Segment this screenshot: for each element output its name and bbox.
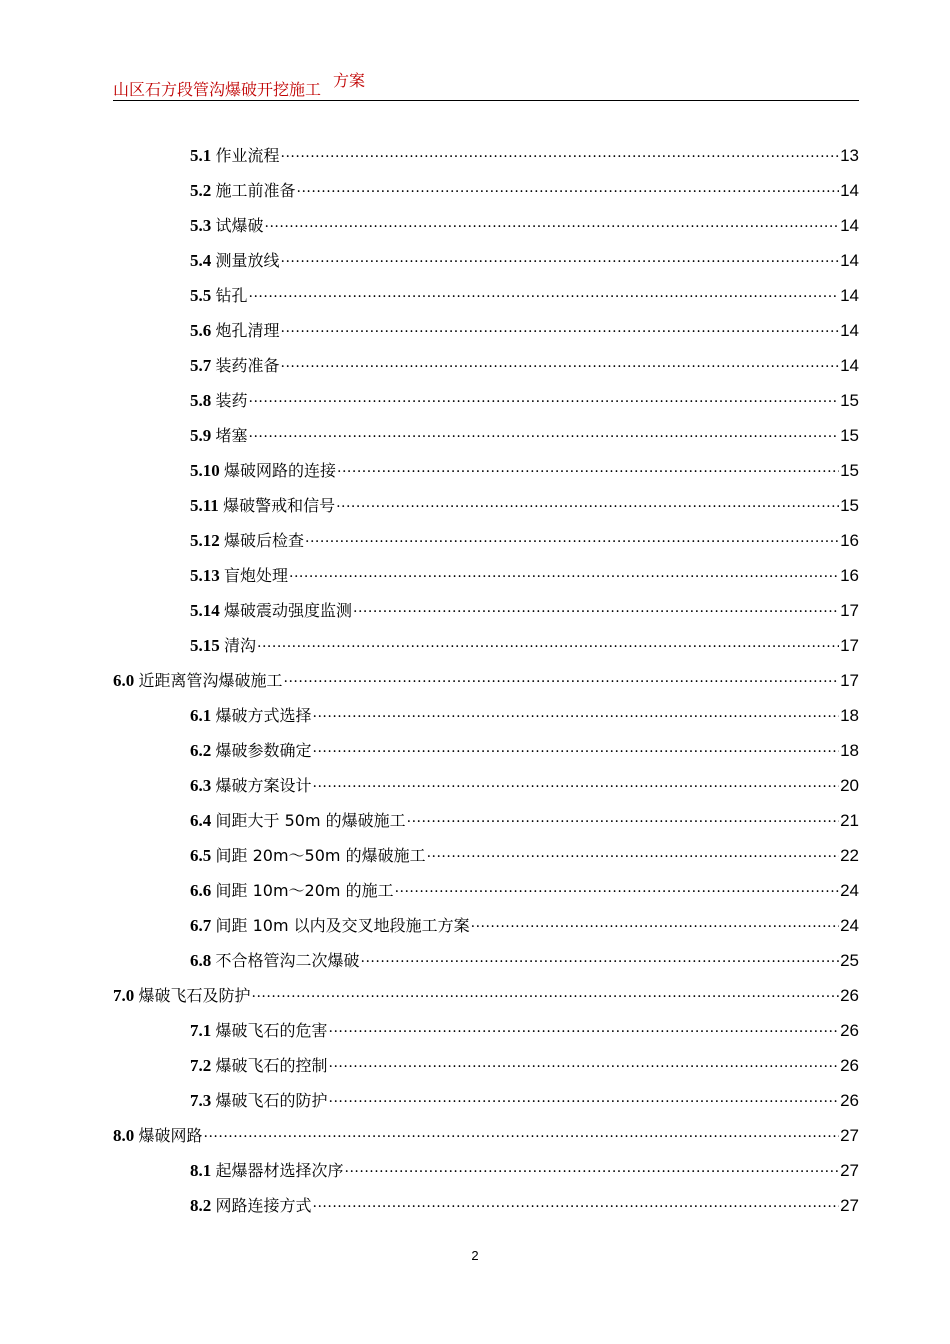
- toc-dot-leader: [336, 492, 839, 513]
- toc-entry[interactable]: [113, 271, 859, 306]
- toc-dot-leader: [249, 422, 840, 443]
- toc-entry-number: 5.15: [190, 636, 224, 655]
- toc-entry[interactable]: [113, 1006, 859, 1041]
- table-of-contents: [113, 131, 859, 1216]
- toc-entry-title: 不合格管沟二次爆破: [215, 951, 360, 970]
- toc-entry-title: 装药准备: [215, 356, 280, 375]
- toc-entry-page: 15: [840, 461, 859, 480]
- toc-entry[interactable]: [113, 796, 859, 831]
- toc-dot-leader: [329, 1017, 840, 1038]
- toc-entry[interactable]: [113, 411, 859, 446]
- toc-entry[interactable]: [113, 166, 859, 201]
- toc-entry-number: 6.5: [190, 846, 216, 865]
- header-title-suffix: 方案: [333, 71, 366, 90]
- toc-entry-title: 起爆器材选择次序: [215, 1161, 344, 1180]
- toc-entry[interactable]: [113, 1146, 859, 1181]
- toc-entry[interactable]: [113, 306, 859, 341]
- toc-entry-number: 7.2: [190, 1056, 216, 1075]
- toc-dot-leader: [265, 212, 840, 233]
- toc-dot-leader: [281, 317, 840, 338]
- toc-dot-leader: [281, 142, 840, 163]
- toc-entry-title: 爆破飞石及防护: [138, 986, 251, 1005]
- toc-entry-number: 5.12: [190, 531, 224, 550]
- toc-entry-title: 炮孔清理: [215, 321, 280, 340]
- toc-entry-page: 15: [840, 426, 859, 445]
- toc-entry-number: 8.1: [190, 1161, 216, 1180]
- toc-entry-title: 近距离管沟爆破施工: [138, 671, 283, 690]
- toc-entry-page: 21: [840, 811, 859, 830]
- toc-dot-leader: [313, 772, 840, 793]
- toc-dot-leader: [249, 282, 840, 303]
- toc-entry-page: 14: [840, 181, 859, 200]
- toc-entry[interactable]: [113, 1111, 859, 1146]
- toc-entry-title: 爆破震动强度监测: [224, 601, 353, 620]
- toc-dot-leader: [204, 1122, 840, 1143]
- toc-entry[interactable]: [113, 1076, 859, 1111]
- toc-entry-title: 堵塞: [215, 426, 248, 445]
- toc-entry-title: 施工前准备: [215, 181, 296, 200]
- toc-entry-page: 14: [840, 286, 859, 305]
- toc-entry-title: 钻孔: [215, 286, 248, 305]
- toc-entry-number: 7.1: [190, 1021, 216, 1040]
- toc-entry[interactable]: [113, 516, 859, 551]
- toc-entry-title: 盲炮处理: [224, 566, 289, 585]
- toc-entry[interactable]: [113, 761, 859, 796]
- toc-entry-page: 14: [840, 321, 859, 340]
- toc-entry-page: 18: [840, 706, 859, 725]
- toc-entry[interactable]: [113, 656, 859, 691]
- toc-entry[interactable]: [113, 341, 859, 376]
- toc-entry-title: 测量放线: [215, 251, 280, 270]
- toc-entry-page: 15: [840, 391, 859, 410]
- toc-entry-number: 5.4: [190, 251, 216, 270]
- toc-entry[interactable]: [113, 446, 859, 481]
- toc-entry-number: 6.3: [190, 776, 216, 795]
- toc-dot-leader: [337, 457, 839, 478]
- toc-entry[interactable]: [113, 481, 859, 516]
- toc-entry-page: 20: [840, 776, 859, 795]
- toc-dot-leader: [395, 877, 840, 898]
- toc-entry-number: 5.8: [190, 391, 216, 410]
- toc-dot-leader: [297, 177, 840, 198]
- toc-entry-number: 6.2: [190, 741, 216, 760]
- toc-entry-page: 14: [840, 251, 859, 270]
- toc-entry[interactable]: [113, 621, 859, 656]
- toc-entry[interactable]: [113, 901, 859, 936]
- toc-entry[interactable]: [113, 866, 859, 901]
- toc-entry-number: 6.6: [190, 881, 216, 900]
- toc-entry-title: 爆破网路: [138, 1126, 203, 1145]
- toc-entry-title: 爆破网路的连接: [224, 461, 337, 480]
- toc-dot-leader: [407, 807, 839, 828]
- toc-entry[interactable]: [113, 131, 859, 166]
- toc-dot-leader: [284, 667, 840, 688]
- toc-entry-number: 5.13: [190, 566, 224, 585]
- toc-dot-leader: [313, 1192, 840, 1213]
- toc-entry-number: 5.5: [190, 286, 216, 305]
- toc-entry-page: 22: [840, 846, 859, 865]
- toc-dot-leader: [471, 912, 839, 933]
- toc-entry-title: 间距 10m～20m 的施工: [215, 881, 394, 900]
- toc-entry-title: 爆破警戒和信号: [223, 496, 336, 515]
- toc-entry[interactable]: [113, 831, 859, 866]
- toc-dot-leader: [329, 1087, 840, 1108]
- toc-entry[interactable]: [113, 1181, 859, 1216]
- toc-entry-number: 7.0: [113, 986, 139, 1005]
- toc-entry-page: 26: [840, 1091, 859, 1110]
- toc-entry-title: 装药: [215, 391, 248, 410]
- toc-dot-leader: [329, 1052, 840, 1073]
- toc-entry-number: 8.0: [113, 1126, 139, 1145]
- toc-entry-page: 15: [840, 496, 859, 515]
- toc-dot-leader: [305, 527, 839, 548]
- toc-entry-title: 爆破参数确定: [215, 741, 312, 760]
- toc-entry-title: 间距 10m 以内及交叉地段施工方案: [215, 916, 470, 935]
- toc-entry-number: 6.8: [190, 951, 216, 970]
- toc-entry-number: 8.2: [190, 1196, 216, 1215]
- toc-dot-leader: [427, 842, 840, 863]
- toc-entry[interactable]: [113, 691, 859, 726]
- toc-entry-page: 24: [840, 881, 859, 900]
- toc-entry-number: 5.9: [190, 426, 216, 445]
- toc-dot-leader: [361, 947, 840, 968]
- toc-entry-page: 17: [840, 601, 859, 620]
- toc-entry-page: 25: [840, 951, 859, 970]
- toc-entry-number: 6.1: [190, 706, 216, 725]
- toc-entry[interactable]: [113, 236, 859, 271]
- toc-entry-title: 清沟: [224, 636, 257, 655]
- toc-entry-page: 27: [840, 1161, 859, 1180]
- toc-dot-leader: [289, 562, 839, 583]
- toc-entry[interactable]: [113, 551, 859, 586]
- toc-entry-title: 爆破方式选择: [215, 706, 312, 725]
- toc-entry-page: 14: [840, 216, 859, 235]
- toc-entry-number: 5.11: [190, 496, 224, 515]
- toc-entry-number: 6.0: [113, 671, 139, 690]
- toc-entry-title: 爆破后检查: [224, 531, 305, 550]
- toc-entry-number: 5.2: [190, 181, 216, 200]
- toc-entry-title: 爆破飞石的危害: [215, 1021, 328, 1040]
- toc-entry[interactable]: [113, 726, 859, 761]
- toc-entry-number: 5.1: [190, 146, 216, 165]
- toc-entry-title: 爆破方案设计: [215, 776, 312, 795]
- toc-entry[interactable]: [113, 376, 859, 411]
- toc-entry-number: 5.10: [190, 461, 224, 480]
- toc-entry-title: 试爆破: [215, 216, 264, 235]
- toc-dot-leader: [345, 1157, 840, 1178]
- toc-entry-title: 爆破飞石的控制: [215, 1056, 328, 1075]
- toc-entry-title: 间距 20m～50m 的爆破施工: [215, 846, 426, 865]
- toc-entry-page: 24: [840, 916, 859, 935]
- toc-entry-page: 27: [840, 1196, 859, 1215]
- toc-entry[interactable]: [113, 936, 859, 971]
- toc-entry-number: 5.6: [190, 321, 216, 340]
- toc-entry[interactable]: [113, 201, 859, 236]
- toc-dot-leader: [313, 737, 840, 758]
- toc-entry-page: 16: [840, 531, 859, 550]
- toc-dot-leader: [353, 597, 839, 618]
- toc-entry[interactable]: [113, 971, 859, 1006]
- toc-entry-number: 5.14: [190, 601, 224, 620]
- toc-entry-page: 26: [840, 1021, 859, 1040]
- header-title: 山区石方段管沟爆破开挖施工: [113, 80, 322, 99]
- page-number: 2: [471, 1248, 479, 1263]
- toc-entry-number: 5.7: [190, 356, 216, 375]
- toc-entry-number: 6.4: [190, 811, 216, 830]
- toc-entry-page: 17: [840, 636, 859, 655]
- toc-entry[interactable]: [113, 586, 859, 621]
- toc-entry-number: 5.3: [190, 216, 216, 235]
- toc-entry-page: 18: [840, 741, 859, 760]
- toc-entry-page: 17: [840, 671, 859, 690]
- toc-dot-leader: [281, 352, 840, 373]
- toc-entry-title: 作业流程: [215, 146, 280, 165]
- toc-dot-leader: [257, 632, 839, 653]
- toc-entry-number: 6.7: [190, 916, 216, 935]
- toc-entry-page: 26: [840, 986, 859, 1005]
- toc-entry-title: 爆破飞石的防护: [215, 1091, 328, 1110]
- toc-entry-title: 网路连接方式: [215, 1196, 312, 1215]
- toc-entry-page: 14: [840, 356, 859, 375]
- toc-dot-leader: [252, 982, 840, 1003]
- toc-entry-page: 16: [840, 566, 859, 585]
- toc-entry-page: 26: [840, 1056, 859, 1075]
- toc-dot-leader: [249, 387, 840, 408]
- toc-entry-page: 13: [840, 146, 859, 165]
- toc-dot-leader: [313, 702, 840, 723]
- toc-entry-page: 27: [840, 1126, 859, 1145]
- toc-entry[interactable]: [113, 1041, 859, 1076]
- page-header: [113, 66, 859, 101]
- toc-dot-leader: [281, 247, 840, 268]
- toc-entry-number: 7.3: [190, 1091, 216, 1110]
- toc-entry-title: 间距大于 50m 的爆破施工: [215, 811, 406, 830]
